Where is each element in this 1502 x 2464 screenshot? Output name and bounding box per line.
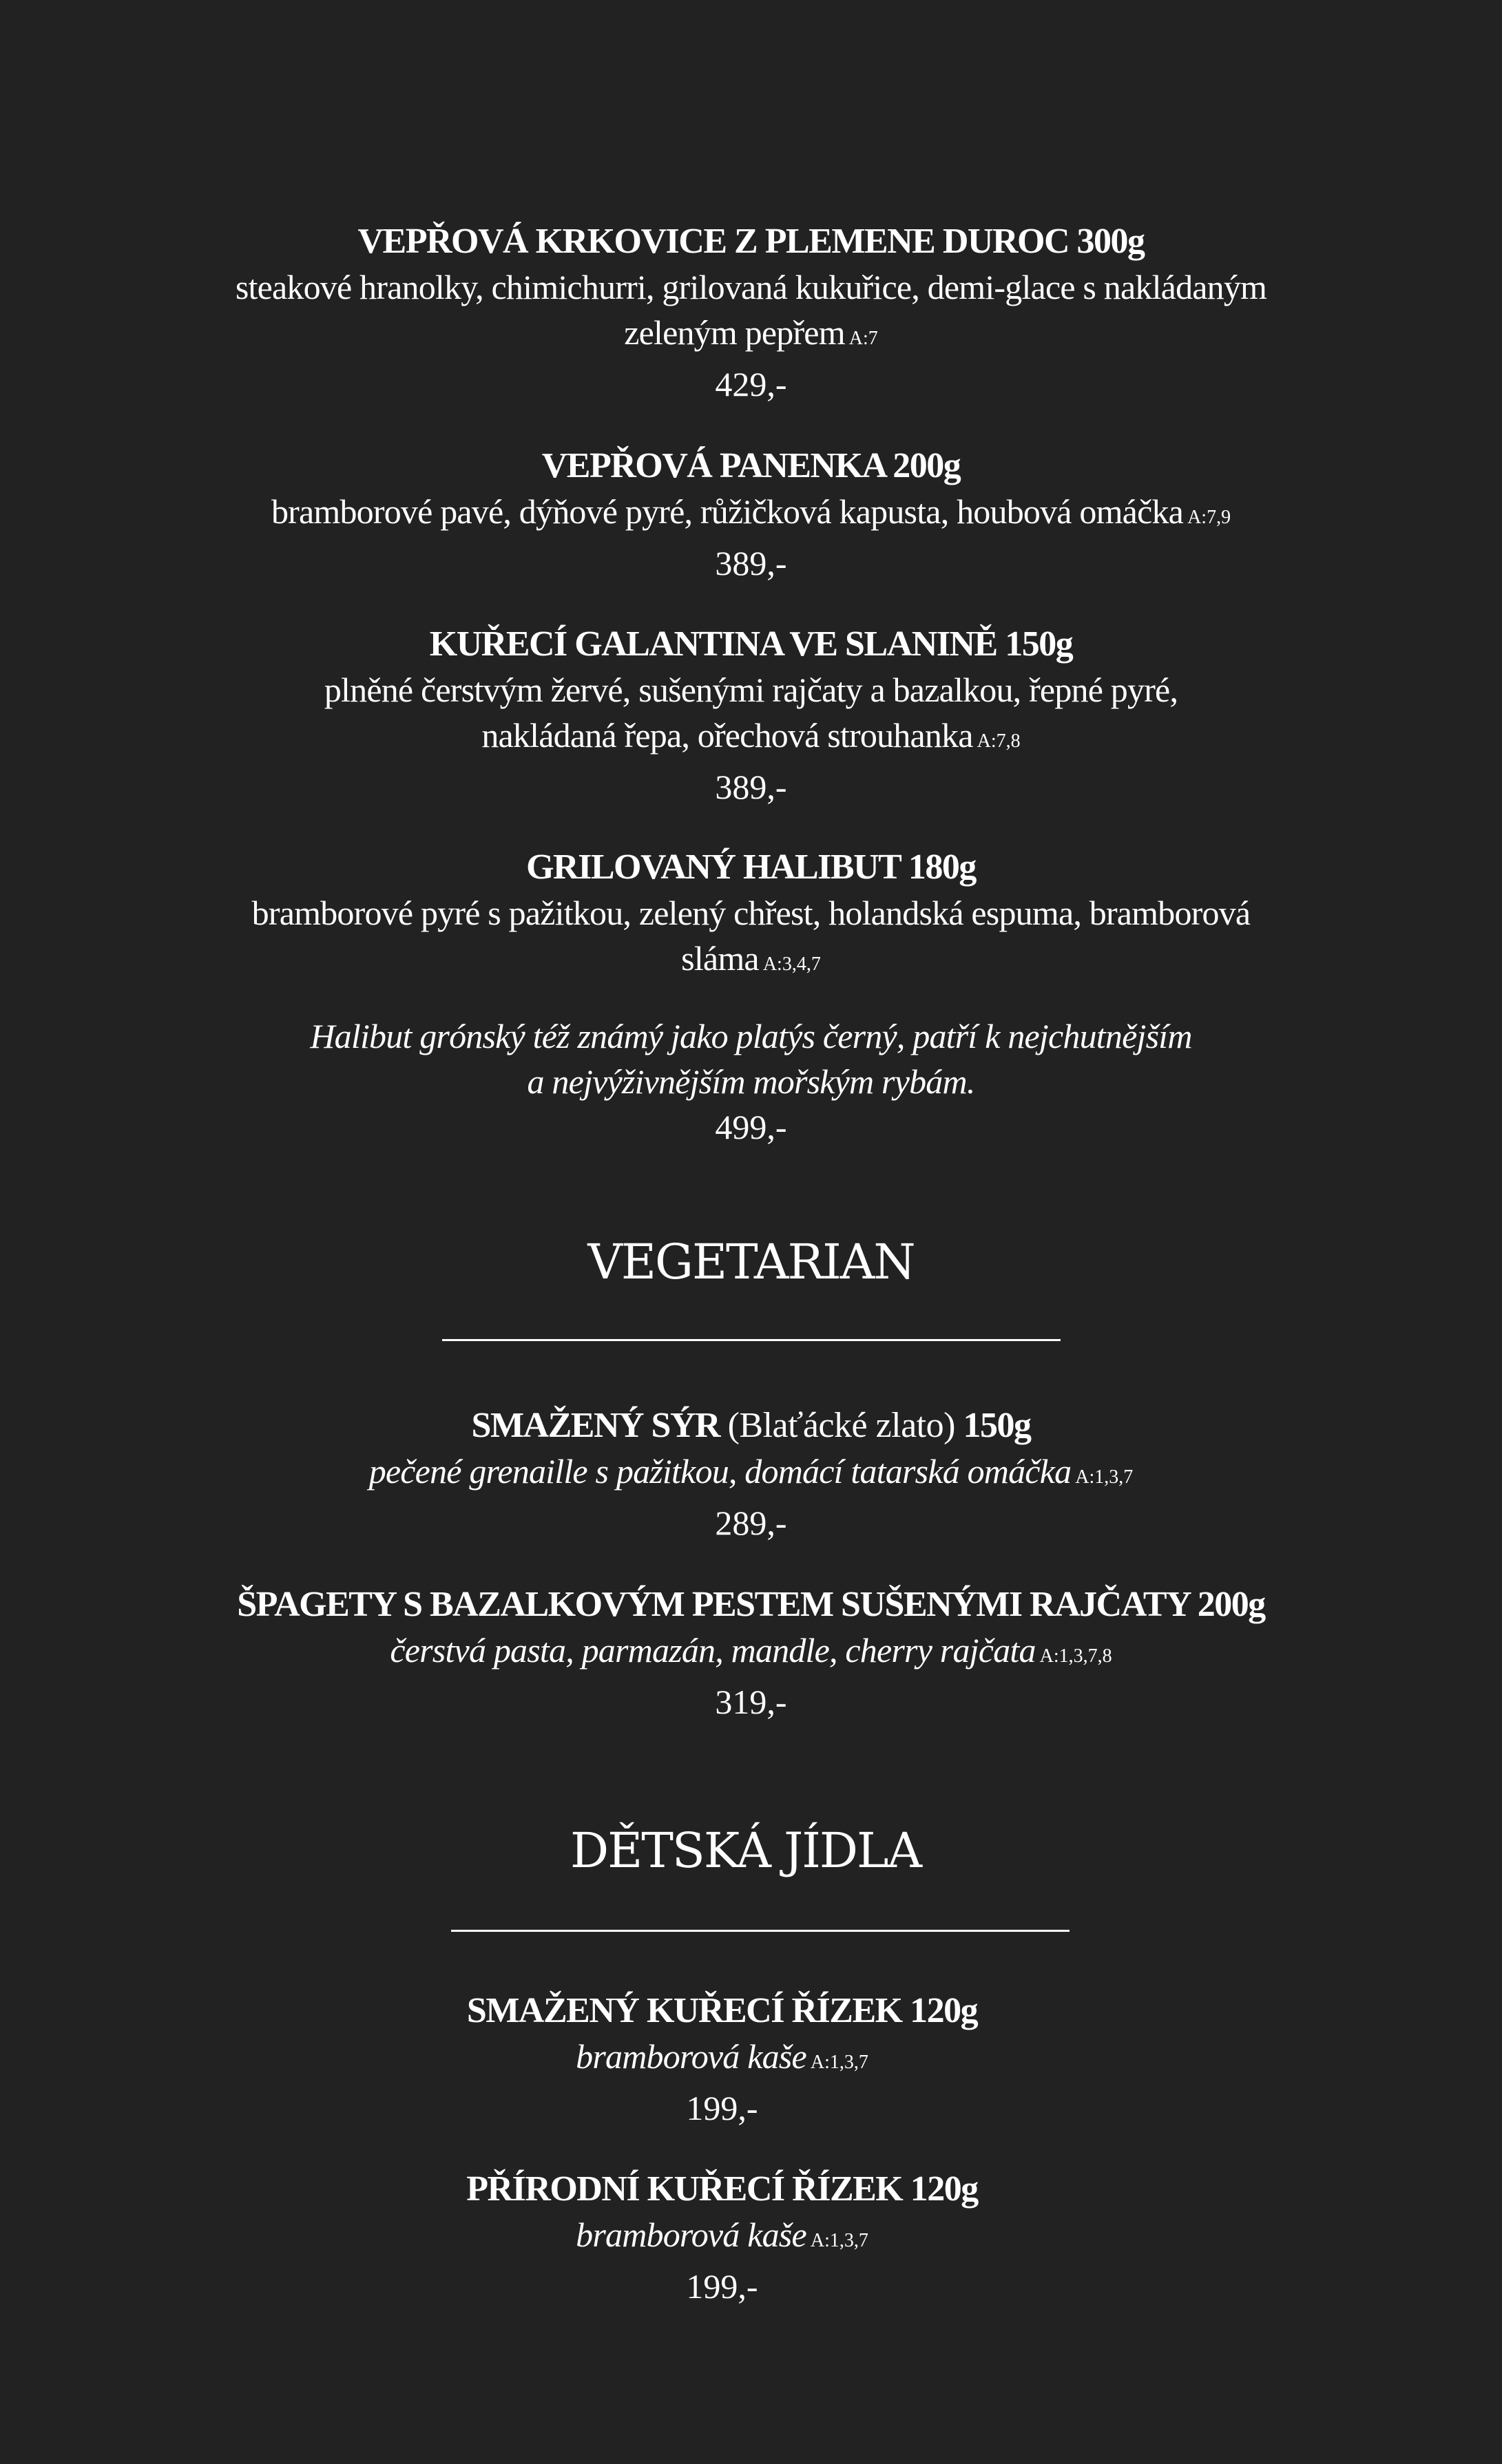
- item-title: PŘÍRODNÍ KUŘECÍ ŘÍZEK 120g: [466, 2169, 978, 2209]
- allergen-code: A:7: [848, 328, 878, 349]
- item-price: 319,-: [715, 1683, 787, 1721]
- allergen-code: A:1,3,7: [1075, 1466, 1134, 1488]
- item-price: 499,-: [715, 1108, 787, 1146]
- menu-item-spagety: [0, 1582, 1502, 1725]
- menu-item-duroc: [0, 219, 1502, 407]
- section-divider: [451, 1930, 1070, 1932]
- item-price: 199,-: [686, 2267, 758, 2306]
- item-description-line: sláma A:3,4,7: [681, 939, 821, 978]
- item-title: ŠPAGETY S BAZALKOVÝM PESTEM SUŠENÝMI RAJČATY 200g: [237, 1585, 1265, 1624]
- item-price: 429,-: [715, 365, 787, 403]
- section-divider: [442, 1339, 1061, 1341]
- allergen-code: A:1,3,7: [810, 2052, 868, 2073]
- allergen-code: A:7,8: [977, 730, 1021, 752]
- item-description-line: bramborová kaše A:1,3,7: [576, 2215, 868, 2254]
- item-price: 389,-: [715, 768, 787, 806]
- item-description-line: nakládaná řepa, ořechová strouhanka A:7,8: [481, 716, 1021, 755]
- section-heading-kids: DĚTSKÁ JÍDLA: [570, 1822, 921, 1879]
- menu-item-smazeny-rizek: [0, 1988, 1473, 2131]
- item-note-line: a nejvýživnějším mořským rybám.: [527, 1062, 975, 1101]
- allergen-code: A:7,9: [1187, 507, 1231, 528]
- item-price: 389,-: [715, 544, 787, 582]
- item-description-line: bramborové pavé, dýňové pyré, růžičková kapusta, houbová omáčka A:7,9: [271, 492, 1231, 531]
- allergen-code: A:1,3,7: [810, 2230, 868, 2251]
- section-heading-vegetarian: VEGETARIAN: [587, 1234, 915, 1290]
- item-description-line: steakové hranolky, chimichurri, grilovaná kukuřice, demi-glace s nakládaným: [235, 268, 1267, 306]
- item-description-line: pečené grenaille s pažitkou, domácí tatarská omáčka A:1,3,7: [368, 1452, 1134, 1491]
- allergen-code: A:1,3,7,8: [1039, 1645, 1112, 1667]
- menu-item-galantina: [0, 622, 1502, 810]
- item-description-line: čerstvá pasta, parmazán, mandle, cherry rajčata A:1,3,7,8: [390, 1631, 1112, 1670]
- menu-item-panenka: [0, 443, 1502, 586]
- item-title: SMAŽENÝ SÝR (Blaťácké zlato) 150g: [471, 1406, 1031, 1445]
- item-title: KUŘECÍ GALANTINA VE SLANINĚ 150g: [429, 624, 1073, 664]
- item-description-line: zeleným pepřem A:7: [624, 313, 878, 352]
- item-title: VEPŘOVÁ KRKOVICE Z PLEMENE DUROC 300g: [357, 222, 1145, 261]
- item-price: 199,-: [686, 2089, 758, 2127]
- item-description-line: plněné čerstvým žervé, sušenými rajčaty a bazalkou, řepné pyré,: [324, 671, 1178, 709]
- item-title: VEPŘOVÁ PANENKA 200g: [541, 446, 961, 485]
- menu-item-prirodni-rizek: [0, 2167, 1473, 2309]
- item-title: SMAŽENÝ KUŘECÍ ŘÍZEK 120g: [466, 1991, 978, 2030]
- menu-item-halibut: [0, 845, 1502, 1150]
- allergen-code: A:3,4,7: [762, 954, 821, 975]
- item-description-line: bramborová kaše A:1,3,7: [576, 2037, 868, 2076]
- item-title: GRILOVANÝ HALIBUT 180g: [526, 847, 976, 887]
- item-note-line: Halibut grónský též známý jako platýs černý, patří k nejchutnějším: [310, 1017, 1192, 1055]
- menu-item-smazeny-syr: [0, 1403, 1502, 1546]
- item-price: 289,-: [715, 1504, 787, 1542]
- item-description-line: bramborové pyré s pažitkou, zelený chřest, holandská espuma, bramborová: [251, 894, 1251, 932]
